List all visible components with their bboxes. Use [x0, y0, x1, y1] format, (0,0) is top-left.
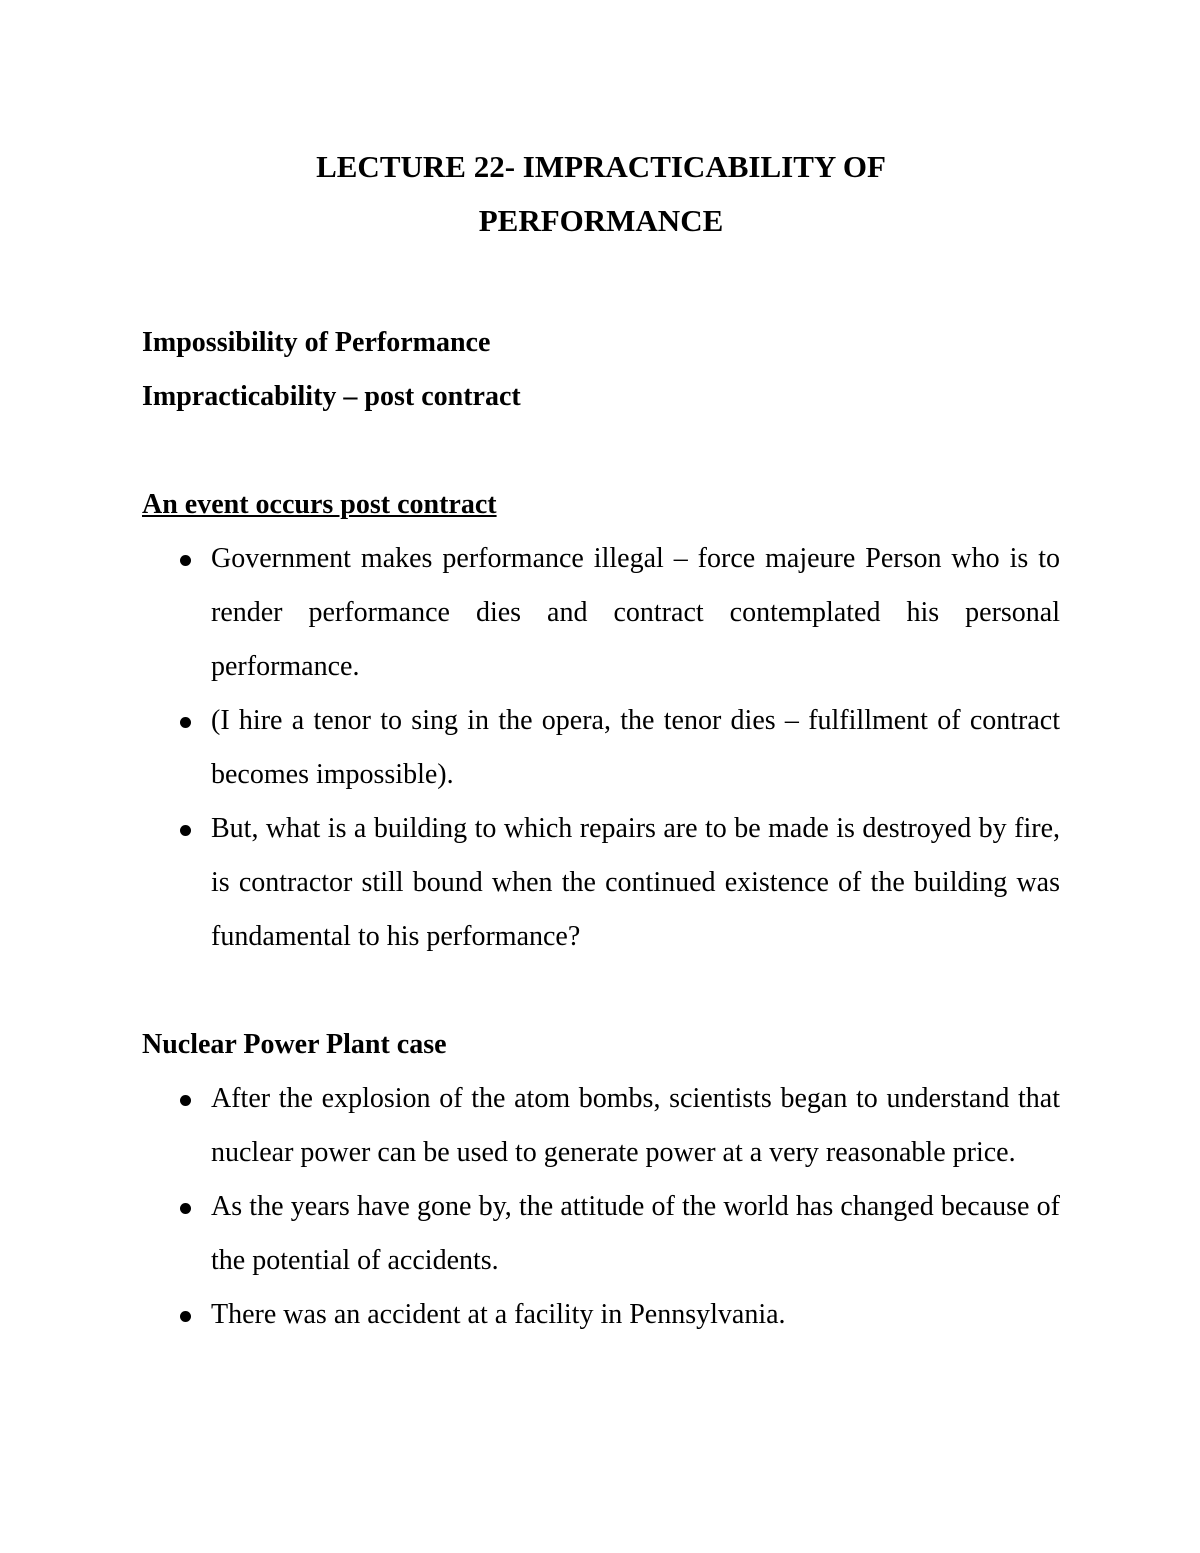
list-item [142, 694, 1060, 802]
bullet-list-nuclear [142, 1072, 1060, 1342]
list-item [142, 1072, 1060, 1180]
bullet-dot-icon [180, 1311, 191, 1322]
section-heading-nuclear: Nuclear Power Plant case [142, 1029, 447, 1060]
list-item-text: (I hire a tenor to sing in the opera, the tenor dies – fulfillment of contract becomes impossible). [211, 705, 1060, 790]
list-item-text: But, what is a building to which repairs are to be made is destroyed by fire, is contractor still bound when the continued existence of the building was fundamental to his performance? [211, 813, 1060, 952]
subheading-impossibility: Impossibility of Performance [142, 327, 491, 358]
bullet-dot-icon [180, 1095, 191, 1106]
subheading-impracticability: Impracticability – post contract [142, 381, 521, 412]
bullet-dot-icon [180, 825, 191, 836]
bullet-dot-icon [180, 555, 191, 566]
list-item [142, 1288, 1060, 1342]
list-item [142, 802, 1060, 964]
list-item [142, 532, 1060, 694]
section-heading-event: An event occurs post contract [142, 489, 497, 520]
list-item-text: There was an accident at a facility in Pennsylvania. [211, 1299, 786, 1330]
bullet-dot-icon [180, 717, 191, 728]
bullet-dot-icon [180, 1203, 191, 1214]
bullet-list-event [142, 532, 1060, 964]
document-title-line-1: LECTURE 22- IMPRACTICABILITY OF [316, 149, 886, 184]
list-item-text: After the explosion of the atom bombs, scientists began to understand that nuclear power can be used to generate power at a very reasonable price. [211, 1083, 1060, 1168]
list-item-text: As the years have gone by, the attitude of the world has changed because of the potential of accidents. [211, 1191, 1060, 1276]
list-item-text: Government makes performance illegal – force majeure Person who is to render performance dies and contract contemplated his personal performance. [211, 543, 1060, 682]
document-page [142, 140, 1060, 1342]
document-title-line-2: PERFORMANCE [478, 203, 724, 238]
list-item [142, 1180, 1060, 1288]
